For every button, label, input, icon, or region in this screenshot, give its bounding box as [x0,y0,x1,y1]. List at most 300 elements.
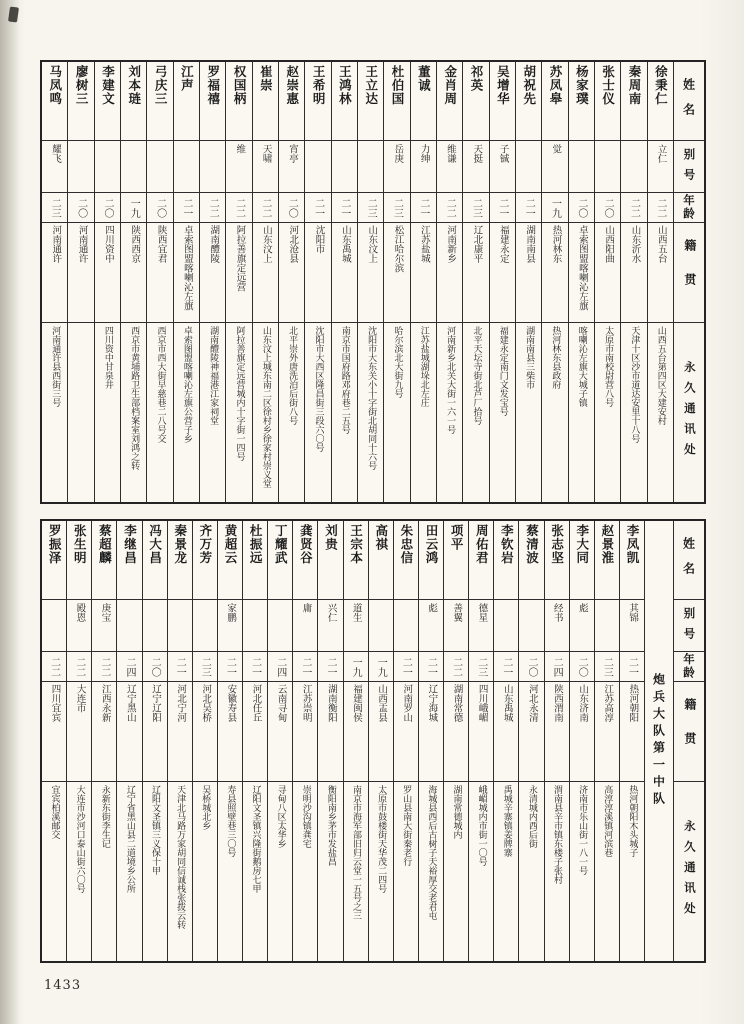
person-alias: 道生 [350,603,362,622]
person-native-cell [437,222,462,322]
person-name-cell [519,521,543,599]
person-age: 二一 [626,656,638,677]
person-column [462,62,488,502]
person-native-cell [218,681,242,781]
person-name-cell [218,521,242,599]
person-name: 黄超云 [222,524,238,565]
person-age-cell [419,651,443,681]
person-address: 沈阳市大西区隆昌街三段六〇号 [313,326,324,452]
person-alias-cell [143,599,167,651]
person-age-cell [411,192,436,222]
person-column [304,62,330,502]
person-age: 二一 [523,197,535,218]
person-name: 蔡超麟 [97,524,113,565]
person-native-cell [595,681,619,781]
person-column [242,521,267,961]
person-native: 福建闽侯 [351,684,363,722]
header-native-label: 籍贯 [682,697,697,766]
person-alias-cell [243,599,267,651]
person-address: 卓索图盟喀喇沁左旗公营子乡 [181,326,192,443]
person-alias: 善翼 [451,603,463,622]
person-age-cell [332,192,357,222]
person-address: 辽阳文圣镇兴隆街鹅房七甲 [250,785,261,893]
person-native: 河南通许 [50,225,62,263]
person-age-cell [384,192,409,222]
person-address-cell [95,322,120,502]
person-address: 济南市乐山街一八一号 [577,785,588,875]
header-name-label: 姓名 [681,77,696,128]
person-age: 二三 [365,197,377,218]
person-native: 四川资中 [102,225,114,263]
person-age-cell [463,192,488,222]
person-age: 二二 [444,197,456,218]
person-name: 杜振远 [248,524,264,565]
person-name-cell [305,62,330,140]
person-native-cell [95,222,120,322]
person-address: 辽宁省黑山县二道境乡公所 [124,785,135,893]
person-native: 河北沧县 [287,225,299,263]
person-name-cell [490,62,515,140]
person-native-cell [411,222,436,322]
person-address: 湖南南县三柴市 [524,326,535,389]
person-column [94,62,120,502]
person-alias-cell [369,599,393,651]
person-column [468,521,493,961]
person-alias-cell [494,599,518,651]
person-name: 胡祝先 [521,65,537,106]
person-alias-cell [344,599,368,651]
person-alias-cell [621,140,646,192]
person-name-cell [411,62,436,140]
person-address-cell [332,322,357,502]
person-native-cell [469,681,493,781]
person-alias-cell [174,140,199,192]
person-name: 祁英 [469,65,485,92]
person-native-cell [358,222,383,322]
person-name-cell [147,62,172,140]
person-column [569,521,594,961]
person-address: 西京市西大街早慈巷二八号交 [155,326,166,443]
person-age-cell [542,192,567,222]
person-name-cell [243,521,267,599]
person-name-cell [419,521,443,599]
person-native-cell [516,222,541,322]
person-native: 湖南醴陵 [208,225,220,263]
person-native-cell [168,681,192,781]
person-name: 马凤鸣 [47,65,63,106]
person-native: 河北吴桥 [200,684,212,722]
person-alias-cell [437,140,462,192]
person-native-cell [293,681,317,781]
person-address: 吴桥城北乡 [200,785,211,830]
person-name: 秦景龙 [172,524,188,565]
person-native: 河北宁河 [175,684,187,722]
person-address: 渭南县辛市镇东楼子张村 [551,785,562,884]
person-age: 二二 [48,656,60,677]
person-address: 山东汶上城东南二区徐村乡徐家村崇义堂 [260,326,271,488]
person-age: 二一 [425,656,437,677]
person-column [594,521,619,961]
page-number: 1433 [44,978,82,993]
person-age-cell [42,651,66,681]
person-address: 海城县西后古树子天裕厚交老君屯 [426,785,437,920]
person-address-cell [595,322,620,502]
person-address-cell [121,322,146,502]
person-address: 阿拉善旗定远营城内十字街一四号 [234,326,245,461]
person-address: 宜宾柏溪邮交 [49,785,60,839]
person-name: 江声 [179,65,195,92]
person-native-cell [570,681,594,781]
person-alias-cell [332,140,357,192]
person-alias: 庸 [300,603,312,613]
person-name-cell [344,521,368,599]
person-name-cell [268,521,292,599]
person-age: 二二 [73,656,85,677]
unit-title: 炮兵大队第一中队 [651,673,666,809]
person-address-cell [218,781,242,961]
person-name: 罗振泽 [47,524,63,565]
person-age: 一九 [350,656,362,677]
header-native-label: 籍贯 [682,238,697,307]
person-age-cell [193,651,217,681]
person-native-cell [243,681,267,781]
header-alias-cell [674,140,704,192]
person-native-cell [68,222,93,322]
person-alias-cell [293,599,317,651]
person-native: 湖南南县 [524,225,536,263]
person-address: 永新东街李生记 [99,785,110,848]
person-address-cell [494,781,518,961]
person-name-cell [143,521,167,599]
person-native-cell [200,222,225,322]
person-address: 天津十区沙市道达安里十八号 [629,326,640,443]
person-age-cell [318,651,342,681]
person-native: 松江哈尔滨 [392,225,404,273]
person-address: 河南通许县西街三号 [50,326,61,407]
person-native-cell [117,681,141,781]
person-alias: 力绅 [418,144,430,163]
person-column [42,521,66,961]
person-address-cell [243,781,267,961]
header-age-label: 年龄 [682,194,696,221]
person-age-cell [648,192,673,222]
person-alias-cell [268,599,292,651]
person-native-cell [268,681,292,781]
person-native: 河北任丘 [250,684,262,722]
person-native-cell [620,681,644,781]
person-address-cell [595,781,619,961]
person-age-cell [200,192,225,222]
person-name-cell [621,62,646,140]
person-name: 冯大昌 [147,524,163,565]
person-address-cell [519,781,543,961]
person-name: 王立达 [363,65,379,106]
person-age-cell [494,651,518,681]
person-age-cell [67,651,91,681]
person-column [518,521,543,961]
person-age-cell [226,192,251,222]
person-address-cell [143,781,167,961]
person-address-cell [570,781,594,961]
person-age-cell [621,192,646,222]
person-name-cell [92,521,116,599]
person-native: 云南寻甸 [275,684,287,722]
person-address-cell [545,781,569,961]
person-address-cell [384,322,409,502]
person-address: 寻甸八区太华乡 [275,785,286,848]
person-alias: 家鹏 [225,603,237,622]
person-column [647,62,673,502]
person-age-cell [516,192,541,222]
person-native-cell [595,222,620,322]
person-name-cell [67,521,91,599]
person-address: 江苏盐城湖垛北左庄 [418,326,429,407]
person-column [192,521,217,961]
person-name-cell [42,521,66,599]
person-name: 赵崇惠 [284,65,300,106]
header-name-cell [674,521,704,599]
person-name-cell [174,62,199,140]
header-native-cell [674,222,704,322]
header-address-label: 永久通讯处 [682,820,697,923]
person-address-cell [469,781,493,961]
person-column [317,521,342,961]
person-address: 北平崇外唐洗泊后街八号 [287,326,298,425]
person-age-cell [344,651,368,681]
person-native-cell [344,681,368,781]
person-age: 二三 [391,197,403,218]
person-address: 天津北马路万家胡同信诚栈张拨云转 [175,785,186,929]
person-alias-cell [570,599,594,651]
person-alias-cell [384,140,409,192]
person-name-cell [68,62,93,140]
person-native-cell [174,222,199,322]
person-age-cell [490,192,515,222]
person-name: 项平 [449,524,465,551]
person-native: 四川峨嵋 [476,684,488,722]
person-age: 二三 [601,656,613,677]
person-age: 二一 [299,656,311,677]
person-name-cell [469,521,493,599]
person-alias: 立仁 [655,144,667,163]
person-address-cell [117,781,141,961]
person-name-cell [358,62,383,140]
header-alias-cell [674,599,704,651]
person-native-cell [494,681,518,781]
person-name: 高祺 [373,524,389,551]
person-address: 南京市国府路邓府巷二五号 [339,326,350,434]
person-native-cell [42,222,67,322]
person-name-cell [279,62,304,140]
person-native-cell [42,681,66,781]
person-column [418,521,443,961]
person-alias: 觉 [550,144,562,154]
person-address: 河南新乡北关大街一六一号 [445,326,456,434]
registry-table [40,519,706,963]
person-age-cell [117,651,141,681]
person-native-cell [305,222,330,322]
person-age-cell [570,651,594,681]
person-alias: 其锦 [627,603,639,622]
person-column [142,521,167,961]
person-address: 罗山县南大街秦老行 [401,785,412,866]
person-address-cell [358,322,383,502]
person-address: 四川资中甘泉井 [102,326,113,389]
person-name: 刘贵 [323,524,339,551]
person-native: 河南新乡 [445,225,457,263]
person-age-cell [243,651,267,681]
person-address-cell [490,322,515,502]
person-alias-cell [569,140,594,192]
person-address-cell [621,322,646,502]
header-age-label: 年龄 [682,653,696,680]
person-address-cell [411,322,436,502]
header-alias-label: 别号 [682,147,697,189]
person-age-cell [595,192,620,222]
person-alias-cell [490,140,515,192]
person-age-cell [279,192,304,222]
person-address: 禹城辛寨镇姜牌寨 [501,785,512,857]
person-native-cell [490,222,515,322]
person-age: 二〇 [575,197,587,218]
person-age-cell [394,651,418,681]
person-alias-cell [463,140,488,192]
person-native: 河南罗山 [401,684,413,722]
person-age-cell [369,651,393,681]
person-alias-cell [92,599,116,651]
person-address-cell [542,322,567,502]
person-age-cell [358,192,383,222]
person-column [541,62,567,502]
person-name: 张士仪 [600,65,616,106]
person-name: 龚贤谷 [298,524,314,565]
person-age: 二一 [338,197,350,218]
person-alias: 子铖 [497,144,509,163]
person-native-cell [569,222,594,322]
person-address-cell [42,322,67,502]
person-alias-cell [419,599,443,651]
person-alias: 耀飞 [50,144,61,163]
person-address-cell [444,781,468,961]
person-native-cell [332,222,357,322]
person-column [443,521,468,961]
person-column [217,521,242,961]
person-name: 杜伯国 [390,65,406,106]
person-address-cell [318,781,342,961]
person-column [116,521,141,961]
person-native: 辽北康平 [471,225,483,263]
person-alias-cell [168,599,192,651]
person-alias: 庚宝 [99,603,111,622]
person-native: 陕西渭南 [552,684,564,722]
person-address: 高淳淳溪镇河滨巷 [602,785,613,857]
person-address-cell [268,781,292,961]
person-age: 二三 [470,197,482,218]
person-age: 二一 [324,656,336,677]
person-address: 热河林东县政府 [550,326,561,389]
person-alias-cell [648,140,673,192]
person-column [173,62,199,502]
person-age: 二〇 [101,197,113,218]
person-alias-cell [253,140,278,192]
person-alias-cell [545,599,569,651]
person-column [594,62,620,502]
person-age: 一九 [128,197,140,218]
person-column [167,521,192,961]
person-alias: 天挺 [471,144,483,163]
person-column [619,521,644,961]
person-name: 丁耀武 [273,524,289,565]
person-age: 二〇 [576,656,588,677]
person-age-cell [95,192,120,222]
person-alias-cell [226,140,251,192]
person-age-cell [305,192,330,222]
person-alias: 彪 [426,603,438,613]
person-address-cell [569,322,594,502]
person-native: 山西五台 [655,225,667,263]
person-alias-cell [279,140,304,192]
person-native-cell [143,681,167,781]
person-age-cell [147,192,172,222]
person-alias-cell [469,599,493,651]
person-name-cell [369,521,393,599]
person-native: 安徽寿县 [225,684,237,722]
registry-table [40,60,706,504]
person-address: 山西五台第四区大建安村 [655,326,666,425]
person-name-cell [570,521,594,599]
person-name: 李凤凯 [624,524,640,565]
person-alias: 岳庚 [392,144,404,163]
person-native: 山西阳曲 [603,225,615,263]
person-alias-cell [444,599,468,651]
person-address: 西京市黄埔路卫生部档案室刘鸿之转 [129,326,140,470]
person-name: 徐秉仁 [653,65,669,106]
person-alias: 殿恩 [74,603,86,622]
person-native-cell [226,222,251,322]
person-name: 赵景淮 [599,524,615,565]
person-age-cell [143,651,167,681]
person-address-cell [68,322,93,502]
person-column [383,62,409,502]
header-column [673,521,704,961]
person-name-cell [569,62,594,140]
person-age-cell [595,651,619,681]
person-native: 江苏盐城 [418,225,430,263]
person-column [66,521,91,961]
person-address-cell [92,781,116,961]
person-name: 王鸿林 [337,65,353,106]
person-name: 张志坚 [549,524,565,565]
person-age: 二四 [123,656,135,677]
person-column [120,62,146,502]
person-address: 辽阳文圣镇三义保十甲 [149,785,160,875]
person-native: 山东汶上 [260,225,272,263]
person-native: 山东禹城 [339,225,351,263]
person-age-cell [444,651,468,681]
person-address-cell [437,322,462,502]
person-column [620,62,646,502]
person-native-cell [545,681,569,781]
person-column [343,521,368,961]
header-column [673,62,704,502]
person-name: 刘本琏 [126,65,142,106]
person-alias-cell [595,140,620,192]
person-age: 二二 [654,197,666,218]
person-age: 二三 [199,656,211,677]
person-address-cell [620,781,644,961]
person-address: 哈尔滨北大街九号 [392,326,403,398]
person-alias: 维 [234,144,246,154]
